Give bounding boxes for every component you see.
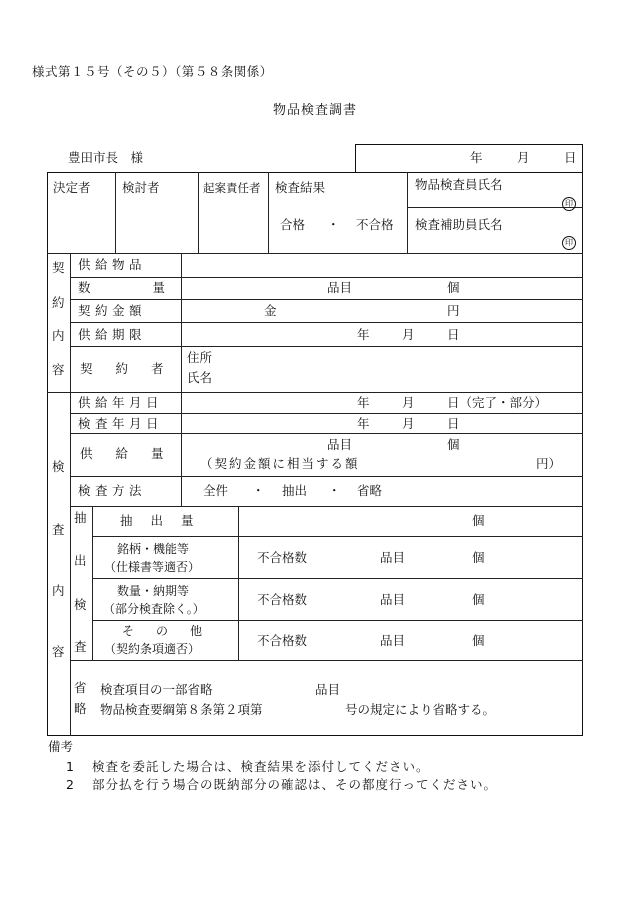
divider <box>70 299 583 300</box>
inspection-section-char: 査 <box>52 522 65 537</box>
check-row-line2: （仕様書等適否） <box>104 560 201 574</box>
check-row-line1: その他 <box>122 624 225 638</box>
divider <box>70 660 583 661</box>
decider-label: 決定者 <box>53 180 91 195</box>
fail-unit-label: 個 <box>472 592 485 607</box>
divider <box>407 172 408 253</box>
divider <box>92 536 583 537</box>
fail-items-label: 品目 <box>380 550 406 565</box>
inspector-seal-mark: 印 <box>562 197 576 211</box>
method-omit: 省略 <box>357 483 383 498</box>
divider <box>92 506 93 660</box>
method-label: 検査方法 <box>78 483 147 498</box>
supply-date-day: 日（完了・部分） <box>447 395 548 410</box>
addressee-name: 豊田市長 様 <box>68 150 144 165</box>
omit-line2-b: 号の規定により省略する。 <box>345 702 496 717</box>
method-sample: 抽出 <box>282 483 308 498</box>
drafter-label: 起案責任者 <box>203 181 261 195</box>
supply-qty-yen: 円） <box>536 456 562 471</box>
form-code: 様式第１５号（その５）（第５８条関係） <box>32 64 273 79</box>
assistant-name-label: 検査補助員氏名 <box>415 217 503 232</box>
date-box-top <box>355 144 583 145</box>
divider <box>47 253 583 254</box>
divider <box>70 476 583 477</box>
supply-qty-unit: 個 <box>447 437 460 452</box>
fail-items-label: 品目 <box>380 633 406 648</box>
divider <box>70 346 583 347</box>
amount-prefix: 金 <box>264 303 277 318</box>
supply-item-label: 供給物品 <box>78 257 147 272</box>
contract-section-char: 約 <box>52 295 65 310</box>
date-box-right <box>582 144 583 172</box>
reviewer-label: 検討者 <box>122 180 160 195</box>
method-all: 全件 <box>203 483 229 498</box>
supply-date-year: 年 <box>357 395 370 410</box>
date-box-left <box>355 144 356 172</box>
divider <box>70 253 71 736</box>
amount-label: 契約金額 <box>78 303 147 318</box>
method-dot: ・ <box>328 483 341 498</box>
inspection-section-char: 検 <box>52 459 65 474</box>
fail-count-label: 不合格数 <box>257 592 308 607</box>
check-row-line2: （部分検査除く。） <box>103 602 205 616</box>
period-label: 供給期限 <box>78 327 147 342</box>
remarks-title: 備考 <box>48 739 74 754</box>
omit-line2-a: 物品検査要綱第８条第２項第 <box>100 702 263 717</box>
amount-unit: 円 <box>447 303 460 318</box>
contract-section-char: 容 <box>52 362 65 377</box>
contractor-label: 契約者 <box>80 361 187 376</box>
contract-section-char: 内 <box>52 328 65 343</box>
inspect-date-month: 月 <box>402 416 415 431</box>
period-year: 年 <box>357 327 370 342</box>
divider <box>70 506 583 507</box>
result-fail: 不合格 <box>356 217 394 232</box>
inspect-date-year: 年 <box>357 416 370 431</box>
divider <box>268 172 269 253</box>
sampling-char: 査 <box>74 639 87 654</box>
quantity-label-text: 数量 <box>78 280 228 295</box>
date-month: 月 <box>517 150 530 165</box>
omit-line1: 検査項目の一部省略 <box>100 682 213 697</box>
check-row-line1: 数量・納期等 <box>117 584 190 598</box>
period-month: 月 <box>402 327 415 342</box>
result-dot: ・ <box>327 217 340 232</box>
contractor-address-label: 住所 <box>187 350 213 365</box>
supply-date-label: 供給年月日 <box>78 395 164 410</box>
remark-number: 2 <box>66 777 74 792</box>
inspect-date-day: 日 <box>447 416 460 431</box>
divider <box>115 172 116 253</box>
assistant-seal-mark: 印 <box>562 236 576 250</box>
divider <box>70 433 583 434</box>
omit-char: 省 <box>74 680 87 695</box>
period-day: 日 <box>447 327 460 342</box>
divider <box>198 172 199 253</box>
divider <box>70 277 583 278</box>
divider <box>92 620 583 621</box>
inspect-date-label: 検査年月日 <box>78 416 164 431</box>
remark-text: 部分払を行う場合の既納部分の確認は、その都度行ってください。 <box>92 777 498 792</box>
sampling-char: 検 <box>74 597 87 612</box>
quantity-label <box>78 282 227 295</box>
supply-date-month: 月 <box>402 395 415 410</box>
remark-number: 1 <box>66 759 74 774</box>
omit-items: 品目 <box>315 682 341 697</box>
inspection-section-char: 容 <box>52 644 65 659</box>
date-day: 日 <box>564 150 577 165</box>
fail-items-label: 品目 <box>380 592 406 607</box>
supply-qty-label: 供給量 <box>80 446 187 461</box>
omit-char: 略 <box>74 701 87 716</box>
divider <box>47 392 583 393</box>
divider <box>70 413 583 414</box>
remark-text: 検査を委託した場合は、検査結果を添付してください。 <box>92 759 430 774</box>
divider <box>70 322 583 323</box>
contract-section-char: 契 <box>52 260 65 275</box>
inspector-name-label: 物品検査員氏名 <box>415 177 503 192</box>
sampling-char: 抽 <box>74 510 87 525</box>
result-label: 検査結果 <box>275 180 326 195</box>
quantity-items: 品目 <box>327 280 353 295</box>
sample-qty-label: 抽出量 <box>120 513 212 528</box>
check-row-line2: （契約条項適否） <box>104 642 201 656</box>
date-year: 年 <box>470 150 483 165</box>
divider <box>92 578 583 579</box>
fail-count-label: 不合格数 <box>257 633 308 648</box>
contractor-name-label: 氏名 <box>187 370 213 385</box>
divider <box>238 506 239 660</box>
sampling-char: 出 <box>74 553 87 568</box>
check-row-line1: 銘柄・機能等 <box>117 542 190 556</box>
fail-unit-label: 個 <box>472 633 485 648</box>
fail-unit-label: 個 <box>472 550 485 565</box>
supply-qty-note: （契約金額に相当する額 <box>200 456 360 471</box>
method-dot: ・ <box>252 483 265 498</box>
inspection-section-char: 内 <box>52 583 65 598</box>
supply-qty-items: 品目 <box>327 437 353 452</box>
document-title: 物品検査調書 <box>272 103 357 118</box>
divider <box>407 207 583 208</box>
fail-count-label: 不合格数 <box>257 550 308 565</box>
sample-qty-unit: 個 <box>472 513 485 528</box>
result-pass: 合格 <box>280 217 306 232</box>
quantity-unit: 個 <box>447 280 460 295</box>
